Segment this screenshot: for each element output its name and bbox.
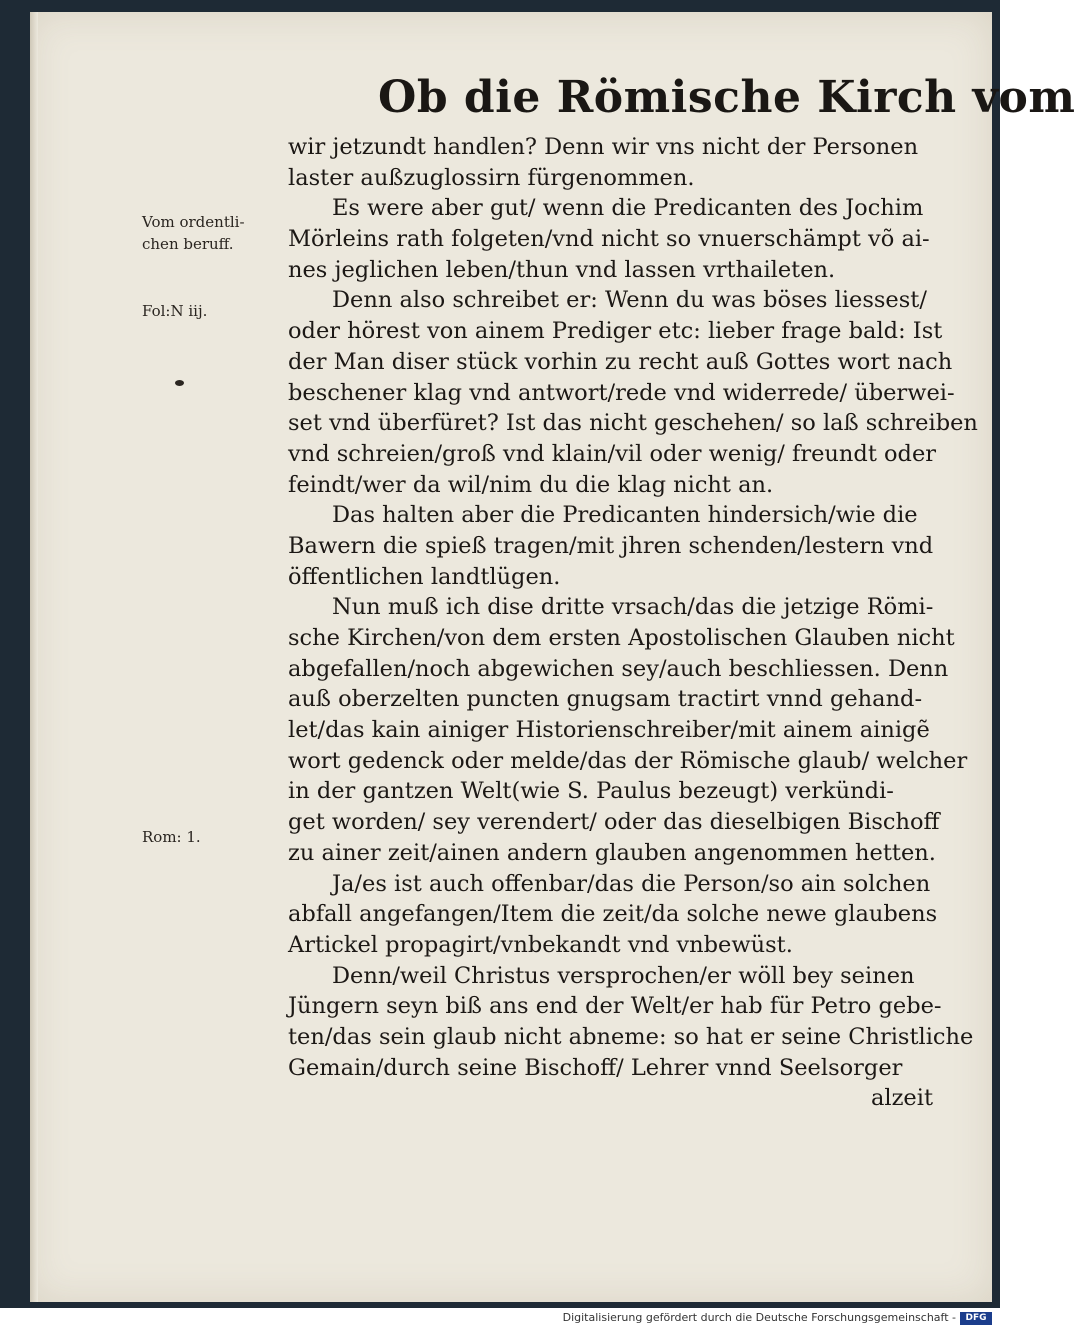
text-line: vnd schreien/groß vnd klain/vil oder wenig/ freundt oder [288,440,937,467]
text-line: sche Kirchen/von dem ersten Apostolischen Glauben nicht [288,625,955,651]
text-line: Es were aber gut/ wenn die Predicanten des Jochim [332,195,924,222]
text-line: let/das kain ainiger Historienschreiber/mit ainem ainigẽ [288,717,930,744]
text-line: Bawern die spieß tragen/mit jhren schenden/lestern vnd [288,532,934,559]
text-line: abgefallen/noch abgewichen sey/auch beschliessen. Denn [288,655,949,682]
text-line: Jüngern seyn biß ans end der Welt/er hab für Petro gebe- [288,993,942,1020]
text-line: auß oberzelten puncten gnugsam tractirt vnnd gehand- [288,686,923,713]
text-line: Gemain/durch seine Bischoff/ Lehrer vnnd Seelsorger [288,1054,903,1081]
text-line: in der gantzen Welt(wie S. Paulus bezeugt) verkündi- [288,778,894,805]
text-line: nes jeglichen leben/thun vnd lassen vrthaileten. [288,256,836,283]
text-line: Ja/es ist auch offenbar/das die Person/so ain solchen [332,870,931,897]
text-line: Denn also schreibet er: Wenn du was böses liessest/ [332,287,927,314]
text-line: abfall angefangen/Item die zeit/da solche newe glaubens [288,901,938,928]
margin-note-romans-ref: Rom: 1. [142,828,201,846]
body-text [288,132,978,1114]
dfg-logo: DFG [960,1312,992,1325]
text-line: Artickel propagirt/vnbekandt vnd vnbewüst. [288,931,793,958]
text-line: ten/das sein glaub nicht abneme: so hat er seine Christliche [288,1023,974,1050]
text-line: alzeit [870,1085,933,1112]
text-line: wir jetzundt handlen? Denn wir vns nicht der Personen [288,134,919,160]
running-head: Ob die Römische Kirch vom [378,72,1075,123]
page-gutter-shadow [30,12,38,1302]
text-line: Das halten aber die Predicanten hindersich/wie die [332,502,918,529]
text-line: laster außzuglossirn fürgenommen. [288,164,695,191]
text-line: öffentlichen landtlügen. [288,563,561,590]
text-line: feindt/wer da wil/nim du die klag nicht an. [288,471,774,498]
text-line: Nun muß ich dise dritte vrsach/das die jetzige Römi- [332,594,934,621]
text-line: wort gedenck oder melde/das der Römische glaub/ welcher [288,747,968,774]
text-line: zu ainer zeit/ainen andern glauben angenommen hetten. [288,839,936,866]
margin-note-vom-ordentlichen-line1: Vom ordentli- [142,213,245,231]
text-line: beschener klag vnd antwort/rede vnd widerrede/ überwei- [288,379,955,406]
footer-credit: Digitalisierung gefördert durch die Deutsche Forschungsgemeinschaft - [562,1311,956,1324]
text-line: der Man diser stück vorhin zu recht auß Gottes wort nach [288,348,953,375]
ink-mark [175,380,184,386]
footer-bar [0,1308,1000,1329]
margin-note-folio-ref: Fol:N iij. [142,302,208,320]
text-line: Mörleins rath folgeten/vnd nicht so vnuerschämpt võ ai- [288,226,930,253]
text-line: Denn/weil Christus versprochen/er wöll bey seinen [332,962,915,989]
text-line: oder hörest von ainem Prediger etc: lieber frage bald: Ist [288,318,943,345]
text-line: get worden/ sey verendert/ oder das dieselbigen Bischoff [288,809,940,836]
text-line: set vnd überfüret? Ist das nicht geschehen/ so laß schreiben [288,410,978,437]
margin-note-vom-ordentlichen-line2: chen beruff. [142,235,234,253]
